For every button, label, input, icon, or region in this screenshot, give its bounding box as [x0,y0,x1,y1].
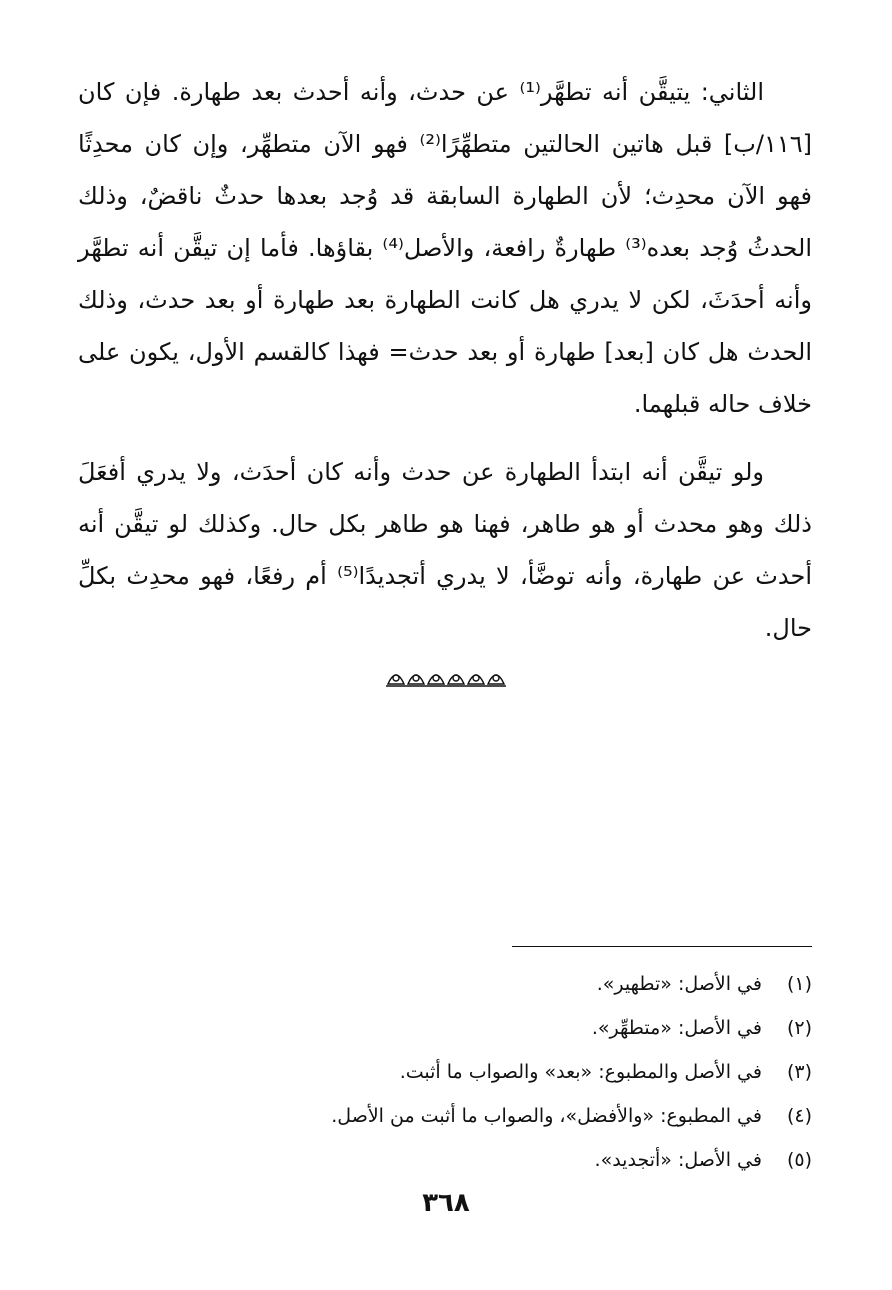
footnote-item [78,962,812,1006]
footnotes-list [78,962,812,1182]
footnote-text: في المطبوع: «والأفضل»، والصواب ما أثبت من الأصل. [331,1105,762,1127]
footnote-item [78,1006,812,1050]
paragraph-2-text: ولو تيقَّن أنه ابتدأ الطهارة عن حدث وأنه كان أحدَث، ولا يدري أفعَلَ ذلك وهو محدث أو هو طاهر، فهنا هو طاهر بكل حال. وكذلك لو تيقَّن أنه أحدث عن طهارة، وأنه توضَّأ، لا يدري أتجديدًا⁽⁵⁾ أم رفعًا، فهو محدِث بكلِّ حال. [78,458,812,642]
footnote-item [78,1050,812,1094]
footnote-separator [512,946,812,947]
footnote-item [78,1094,812,1138]
footnote-number: (٣) [786,1061,812,1083]
footnote-number: (٢) [786,1017,812,1039]
footnote-item [78,1138,812,1182]
footnote-text: في الأصل: «متطهِّر». [591,1017,762,1039]
footnote-text: في الأصل: «تطهير». [596,973,762,995]
footnote-text: في الأصل: «أتجديد». [594,1149,762,1171]
floral-ornament-icon [384,664,508,688]
section-divider [0,664,892,692]
paragraph-2 [78,446,812,654]
paragraph-1 [78,66,812,430]
footnote-text: في الأصل والمطبوع: «بعد» والصواب ما أثبت. [399,1061,762,1083]
paragraph-1-text: الثاني: يتيقَّن أنه تطهَّر⁽¹⁾ عن حدث، وأنه أحدث بعد طهارة. فإن كان [١١٦/ب] قبل هاتين الحالتين متطهِّرًا⁽²⁾ فهو الآن متطهِّر، وإن كان محدِثًا فهو الآن محدِث؛ لأن الطهارة السابقة قد وُجد بعدها حدثٌ ناقضٌ، وذلك الحدثُ وُجد بعده⁽³⁾ طهارةٌ رافعة، والأصل⁽⁴⁾ بقاؤها. فأما إن تيقَّن أنه تطهَّر وأنه أحدَثَ، لكن لا يدري هل كانت الطهارة بعد طهارة أو بعد حدث، وذلك الحدث هل كان [بعد] طهارة أو بعد حدث= فهذا كالقسم الأول، يكون على خلاف حاله قبلهما. [78,78,812,418]
page-number: ٣٦٨ [422,1188,470,1218]
footnote-number: (٥) [786,1149,812,1171]
footnote-number: (١) [786,973,812,995]
footnote-number: (٤) [786,1105,812,1127]
